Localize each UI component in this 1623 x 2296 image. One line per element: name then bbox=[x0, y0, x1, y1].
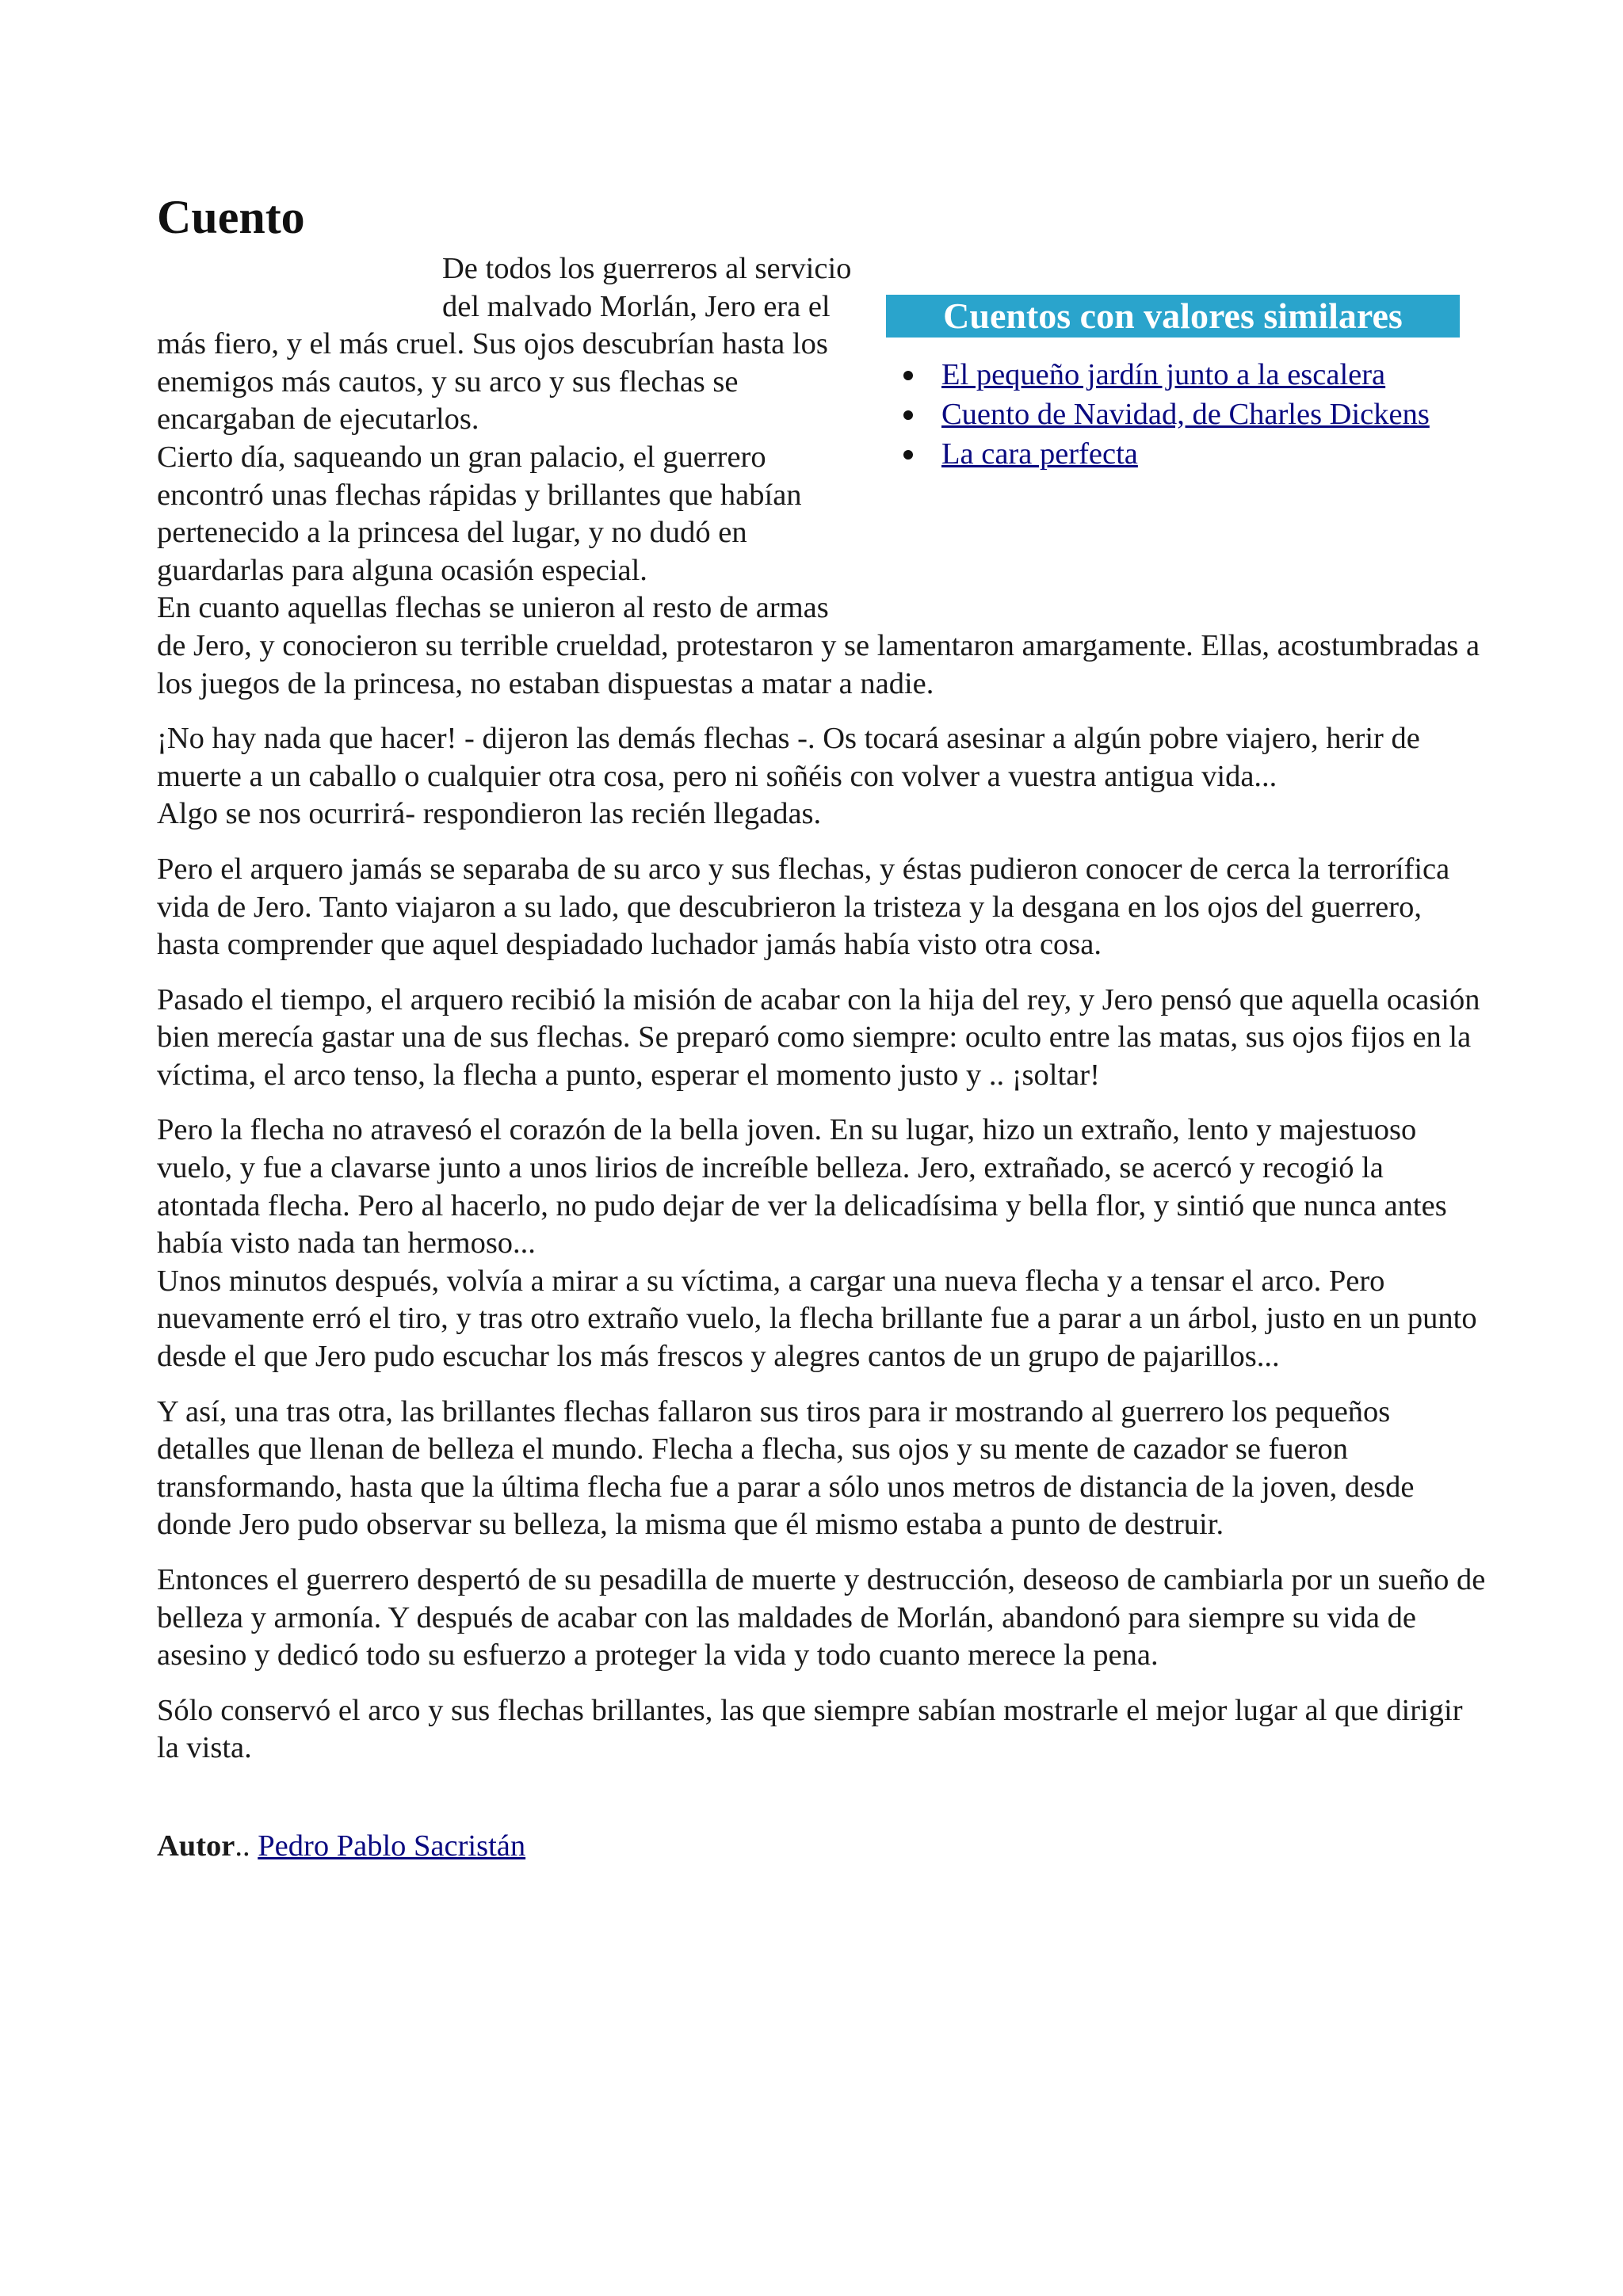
related-story-link-navidad[interactable]: Cuento de Navidad, de Charles Dickens bbox=[941, 398, 1430, 431]
story-text: En cuanto aquellas flechas se unieron al resto de armas de Jero, y conocieron su terrible crueldad, protestaron y se lamentaron amargamente. Ellas, acostumbradas a los juegos de la princesa, no estaban dispuestas a matar a nadie. bbox=[157, 591, 1480, 700]
related-story-item bbox=[941, 434, 1488, 474]
related-stories-title: Cuentos con valores similares bbox=[886, 295, 1460, 338]
author-link[interactable]: Pedro Pablo Sacristán bbox=[258, 1829, 526, 1863]
document-page bbox=[157, 189, 1488, 1866]
paragraph-4: Pasado el tiempo, el arquero recibió la misión de acabar con la hija del rey, y Jero pensó que aquella ocasión bien merecía gastar una de sus flechas. Se preparó como siempre: oculto entre las matas, sus ojos fijos en la víctima, el arco tenso, la flecha a punto, esperar el momento justo y .. ¡soltar! bbox=[157, 982, 1480, 1092]
paragraph-8: Sólo conservó el arco y sus flechas brillantes, las que siempre sabían mostrarle el mejor lugar al que dirigir la vista. bbox=[157, 1693, 1463, 1765]
story-text: ¡No hay nada que hacer! - dijeron las demás flechas -. Os tocará asesinar a algún pobre viajero, herir de muerte a un caballo o cualquier otra cosa, pero ni soñéis con volver a vuestra antigua vida... bbox=[157, 722, 1420, 793]
author-separator: .. bbox=[235, 1829, 250, 1863]
related-stories-list bbox=[886, 355, 1488, 474]
related-story-item bbox=[941, 395, 1488, 434]
related-story-link-cara[interactable]: La cara perfecta bbox=[941, 437, 1138, 471]
related-story-link-jardin[interactable]: El pequeño jardín junto a la escalera bbox=[941, 358, 1386, 391]
story-text: Pero la flecha no atravesó el corazón de la bella joven. En su lugar, hizo un extraño, lento y majestuoso vuelo, y fue a clavarse junto a unos lirios de increíble belleza. Jero, extrañado, se acercó y recogió la atontada flecha. Pero al hacerlo, no pudo dejar de ver la delicadísima y bella flor, y sintió que nunca antes había visto nada tan hermoso... bbox=[157, 1113, 1447, 1261]
story-text: Unos minutos después, volvía a mirar a su víctima, a cargar una nueva flecha y a tensar el arco. Pero nuevamente erró el tiro, y tras otro extraño vuelo, la flecha brillante fue a parar a un árbol, justo en un punto desde el que Jero pudo escuchar los más frescos y alegres cantos de un grupo de pajarillos... bbox=[157, 1264, 1477, 1374]
related-story-item bbox=[941, 355, 1488, 395]
author-label: Autor bbox=[157, 1829, 235, 1863]
image-placeholder-space bbox=[157, 250, 442, 326]
page-title: Cuento bbox=[157, 191, 305, 243]
paragraph-5 bbox=[157, 1112, 1488, 1375]
paragraph-2 bbox=[157, 720, 1488, 833]
bullet-icon bbox=[903, 371, 913, 380]
story-intro bbox=[157, 250, 1488, 703]
story-body bbox=[157, 720, 1488, 1768]
paragraph-3: Pero el arquero jamás se separaba de su arco y sus flechas, y éstas pudieron conocer de cerca la terrorífica vida de Jero. Tanto viajaron a su lado, que descubrieron la tristeza y la desgana en los ojos del guerrero, hasta comprender que aquel despiadado luchador jamás había visto otra cosa. bbox=[157, 852, 1450, 962]
paragraph-6: Y así, una tras otra, las brillantes flechas fallaron sus tiros para ir mostrando al guerrero los pequeños detalles que llenan de belleza el mundo. Flecha a flecha, sus ojos y su mente de cazador se fueron transformando, hasta que la última flecha fue a parar a sólo unos metros de distancia de la joven, desde donde Jero pudo observar su belleza, la misma que él mismo estaba a punto de destruir. bbox=[157, 1394, 1415, 1542]
story-text: Cierto día, saqueando un gran palacio, el guerrero encontró unas flechas rápidas y brillantes que habían pertenecido a la princesa del lugar, y no dudó en guardarlas para alguna ocasión especial. bbox=[157, 440, 802, 587]
story-text: De todos los guerreros al servicio del malvado Morlán, Jero era el más fiero, y el más cruel. Sus ojos descubrían hasta los enemigos más cautos, y su arco y sus flechas se encargaban de ejecutarlos. bbox=[157, 252, 852, 437]
bullet-icon bbox=[903, 450, 913, 460]
related-stories-box bbox=[886, 295, 1488, 596]
author-line bbox=[157, 1828, 1488, 1866]
paragraph-7: Entonces el guerrero despertó de su pesadilla de muerte y destrucción, deseoso de cambiarla por un sueño de belleza y armonía. Y después de acabar con las maldades de Morlán, abandonó para siempre su vida de asesino y dedicó todo su esfuerzo a proteger la vida y todo cuanto merece la pena. bbox=[157, 1563, 1486, 1672]
bullet-icon bbox=[903, 410, 913, 420]
story-text: Algo se nos ocurrirá- respondieron las recién llegadas. bbox=[157, 797, 822, 831]
